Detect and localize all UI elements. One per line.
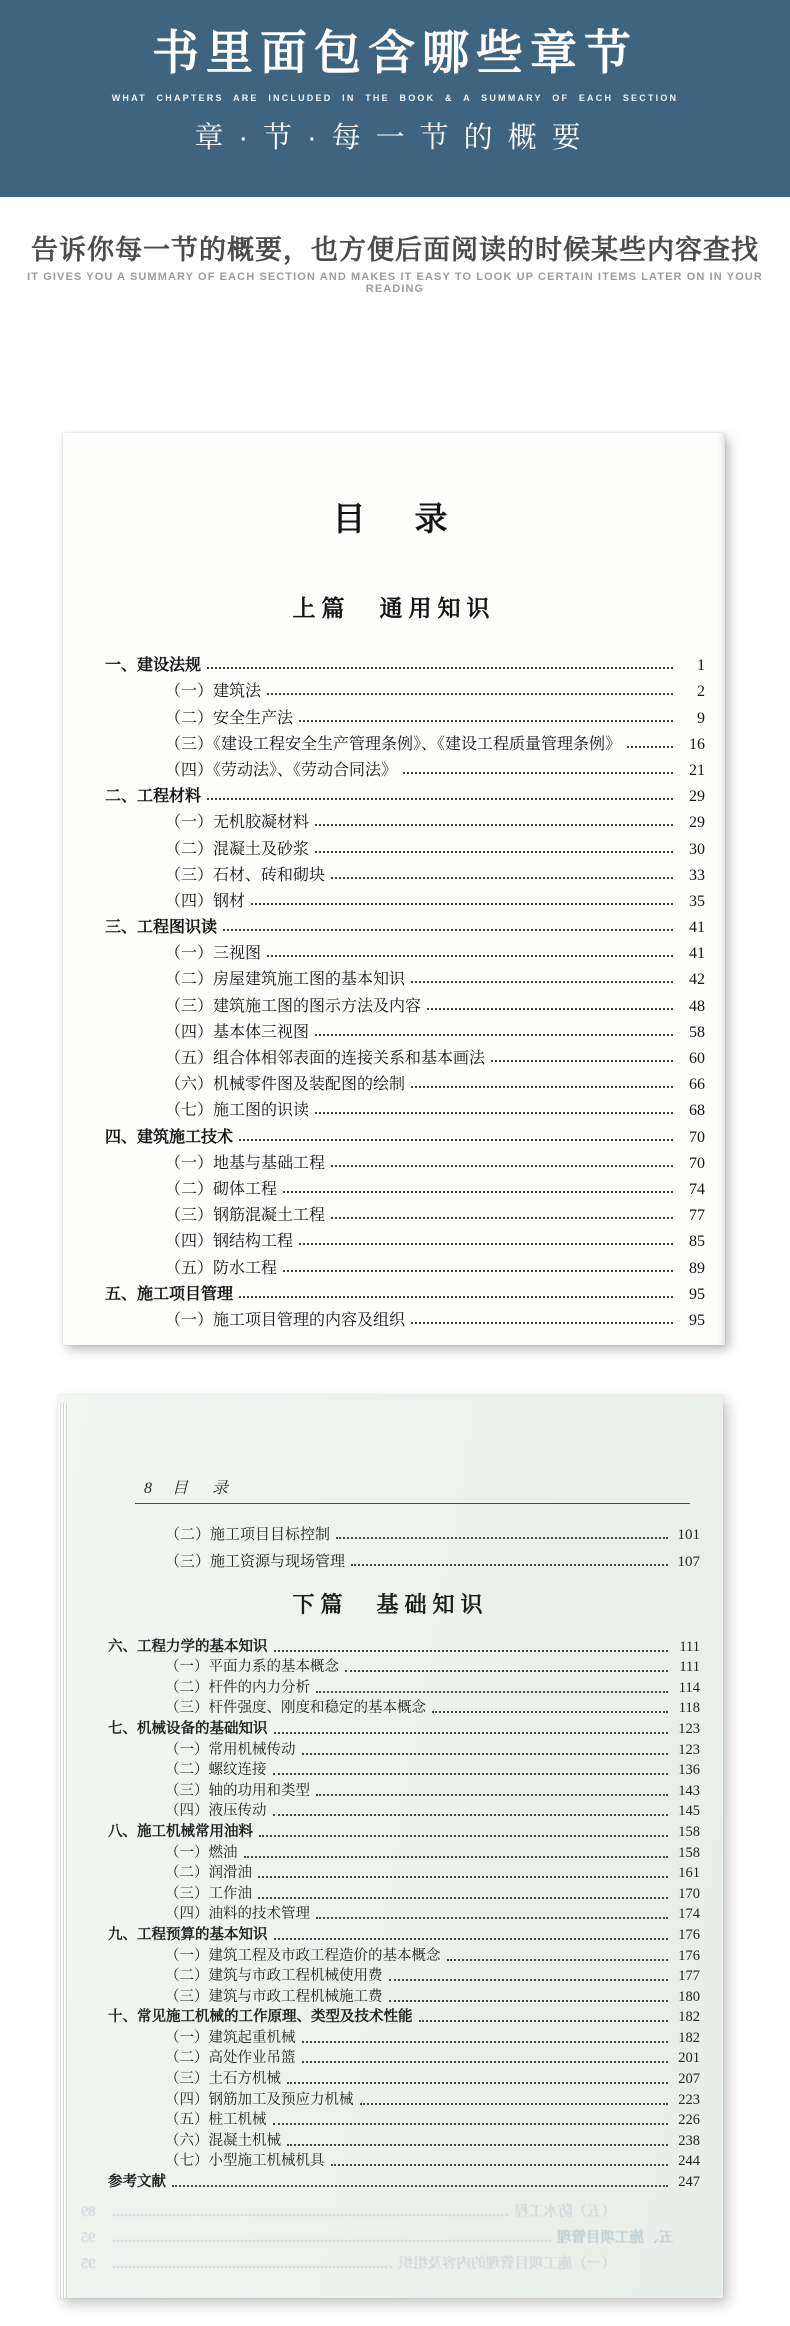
dot-leader (316, 1691, 668, 1693)
toc-entry-page: 161 (678, 1865, 700, 1882)
ghost-toc-entry (81, 2221, 673, 2247)
toc-entry-page: 48 (689, 997, 705, 1015)
toc-entry-label: （二）润滑油 (165, 1865, 252, 1882)
toc-entry-label: 三、工程图识读 (105, 919, 218, 937)
toc-entry-page: 85 (689, 1233, 705, 1251)
toc-entry-page: 176 (678, 1947, 700, 1964)
dot-leader (316, 1917, 668, 1919)
toc-entry-page: 226 (678, 2112, 700, 2129)
toc-entry-page: 35 (689, 892, 705, 910)
part1-heading: 上篇 通用知识 (292, 596, 496, 621)
toc-entry (105, 1016, 705, 1042)
dot-leader (207, 667, 673, 669)
toc-entry (105, 1225, 705, 1251)
toc-entry-page: 30 (689, 840, 705, 858)
dot-leader (251, 903, 673, 905)
toc-entry-page: 174 (678, 1906, 700, 1923)
toc-entry-page: 158 (678, 1844, 700, 1861)
dot-leader (389, 2000, 669, 2002)
toc-entry-page: 2 (697, 683, 705, 701)
toc-entry (105, 1068, 705, 1094)
toc-entry (108, 2170, 700, 2191)
toc-entry-label: 十、常见施工机械的工作原理、类型及技术性能 (108, 2009, 413, 2026)
toc-entry-label: （七）小型施工机械机具 (165, 2153, 325, 2170)
toc-entry-page: 143 (678, 1782, 700, 1799)
toc-page-2 (58, 1395, 723, 2298)
toc-entry-label: （一）常用机械传动 (165, 1741, 296, 1758)
page-header (144, 1475, 723, 1498)
ghost-entry-label: （一）施工项目管理的内容及组织 (398, 2256, 616, 2273)
dot-leader (274, 1938, 669, 1940)
dot-leader (389, 1979, 669, 1981)
toc-entry-page: 29 (689, 788, 705, 806)
banner-title: 书里面包含哪些章节 (152, 28, 638, 80)
dot-leader (239, 1296, 673, 1298)
toc-entry (108, 2150, 700, 2171)
toc-entry-label: （二）螺纹连接 (165, 1762, 267, 1779)
toc-entry-page: 21 (689, 761, 705, 779)
dot-leader (315, 1034, 673, 1036)
toc-entry-page: 95 (689, 1285, 705, 1303)
dot-leader (299, 720, 673, 722)
toc-entry-label: （二）安全生产法 (165, 709, 294, 727)
toc-entry (108, 1923, 700, 1944)
toc-entry (105, 806, 705, 832)
toc-entry (108, 1985, 700, 2006)
dot-leader (244, 1856, 669, 1858)
toc-entry (108, 1697, 700, 1718)
dot-leader (447, 1959, 669, 1961)
intro-line-cn: 告诉你每一节的概要，也方便后面阅读的时候某些内容查找 (31, 235, 759, 265)
toc-entry (105, 937, 705, 963)
toc-entry (105, 649, 705, 675)
dot-leader (360, 2103, 669, 2105)
toc-entry-page: 123 (678, 1720, 700, 1737)
ghost-entry-page: 95 (81, 2230, 96, 2247)
toc-entry-label: （三）钢筋混凝土工程 (165, 1207, 326, 1225)
dot-leader (274, 1650, 669, 1652)
dot-leader (345, 1670, 668, 1672)
toc-entry-page: 114 (678, 1679, 700, 1696)
dot-leader (259, 1835, 668, 1837)
dot-leader (331, 1217, 673, 1219)
toc-entry-label: （三）轴的功用和类型 (165, 1782, 310, 1799)
dot-leader (411, 1086, 673, 1088)
dot-leader (267, 693, 673, 695)
toc-entry-label: （一）建筑法 (165, 683, 262, 701)
toc-entry-label: （三）土石方机械 (165, 2071, 281, 2088)
toc-entry-label: （三）石材、砖和砌块 (165, 866, 326, 884)
toc-entry (108, 1517, 700, 1544)
toc-entry-label: （四）钢材 (165, 892, 246, 910)
toc-entry-page: 111 (679, 1638, 700, 1655)
toc-entry (108, 1676, 700, 1697)
toc-entry-label: 六、工程力学的基本知识 (108, 1638, 268, 1655)
dot-leader (331, 1165, 673, 1167)
toc-entry-label: （一）施工项目管理的内容及组织 (165, 1311, 406, 1329)
toc-entry-page: 89 (689, 1259, 705, 1277)
dot-leader (113, 2214, 509, 2216)
toc-entry-label: （五）组合体相邻表面的连接关系和基本画法 (165, 1050, 486, 1067)
dot-leader (223, 929, 673, 931)
toc-entry (105, 701, 705, 727)
toc-entry (108, 2129, 700, 2150)
toc-entry (108, 2026, 700, 2047)
toc-entry (105, 728, 705, 754)
dot-leader (432, 1711, 668, 1713)
toc-entry-page: 77 (689, 1207, 705, 1225)
toc-entry-label: 七、机械设备的基础知识 (108, 1720, 268, 1737)
toc-entry (105, 1278, 705, 1304)
toc-entry-page: 182 (678, 2009, 700, 2026)
dot-leader (283, 1191, 673, 1193)
dot-leader (258, 1876, 668, 1878)
toc-entry-page: 101 (677, 1527, 700, 1543)
toc-entry-page: 180 (678, 1988, 700, 2005)
toc-entry (108, 1635, 700, 1656)
toc-entry-label: （四）基本体三视图 (165, 1023, 310, 1041)
toc-entry (105, 1120, 705, 1146)
toc-list-carryover (58, 1517, 723, 1571)
toc-entry (105, 1251, 705, 1277)
ghost-entry-label: （五）防水工程 (514, 2204, 616, 2221)
toc-entry-label: 八、施工机械常用油料 (108, 1823, 253, 1840)
toc-entry-label: （三）工作油 (165, 1885, 252, 1902)
dot-leader (331, 2164, 669, 2166)
dot-leader (315, 824, 673, 826)
bleed-through-text (58, 2195, 723, 2273)
toc-entry-page: 95 (689, 1311, 705, 1329)
toc-entry-label: （二）房屋建筑施工图的基本知识 (165, 971, 406, 989)
toc-list-part2 (58, 1635, 723, 2191)
dot-leader (273, 1773, 669, 1775)
toc-entry (105, 754, 705, 780)
toc-entry (105, 911, 705, 937)
toc-entry-page: 247 (678, 2174, 700, 2191)
toc-entry (105, 1304, 705, 1330)
dot-leader (336, 1537, 668, 1539)
toc-entry (105, 1147, 705, 1173)
ghost-toc-entry (81, 2195, 673, 2221)
toc-title: 目 录 (332, 502, 456, 538)
toc-entry (108, 1882, 700, 1903)
toc-entry-page: 207 (678, 2071, 700, 2088)
running-title: 目 录 (172, 1480, 239, 1497)
dot-leader (267, 955, 673, 957)
toc-entry-page: 41 (689, 919, 705, 937)
toc-entry (108, 2006, 700, 2027)
toc-entry-label: （四）油料的技术管理 (165, 1906, 310, 1923)
toc-entry-page: 1 (697, 657, 705, 675)
toc-entry (108, 2067, 700, 2088)
toc-entry-label: （二）混凝土及砂浆 (165, 840, 310, 858)
toc-entry (108, 2109, 700, 2130)
toc-entry-label: （三）杆件强度、刚度和稳定的基本概念 (165, 1700, 426, 1717)
toc-entry (105, 1042, 705, 1068)
toc-entry (108, 2047, 700, 2068)
toc-entry-label: （二）砌体工程 (165, 1180, 278, 1198)
toc-entry-page: 111 (679, 1659, 700, 1676)
toc-entry-label: （五）桩工机械 (165, 2112, 267, 2129)
toc-entry-label: （一）建筑工程及市政工程造价的基本概念 (165, 1947, 441, 1964)
dot-leader (283, 1270, 673, 1272)
toc-entry-page: 58 (689, 1023, 705, 1041)
toc-entry-label: （一）地基与基础工程 (165, 1154, 326, 1172)
toc-entry (108, 2088, 700, 2109)
dot-leader (627, 746, 673, 748)
toc-entry (108, 1717, 700, 1738)
dot-leader (411, 1322, 673, 1324)
dot-leader (273, 1814, 669, 1816)
toc-entry (108, 1862, 700, 1883)
toc-entry-page: 223 (678, 2091, 700, 2108)
toc-entry-label: （五）防水工程 (165, 1259, 278, 1277)
toc-entry-label: （四）《劳动法》、《劳动合同法》 (165, 761, 398, 779)
dot-leader (315, 1112, 673, 1114)
dot-leader (351, 1564, 668, 1566)
toc-entry-page: 42 (689, 971, 705, 989)
toc-entry (105, 675, 705, 701)
dot-leader (172, 2185, 668, 2187)
toc-entry (108, 1944, 700, 1965)
toc-entry (108, 1841, 700, 1862)
toc-entry-page: 145 (678, 1803, 700, 1820)
toc-entry-label: （一）建筑起重机械 (165, 2029, 296, 2046)
toc-entry (105, 963, 705, 989)
toc-entry (105, 780, 705, 806)
toc-entry-page: 33 (689, 866, 705, 884)
toc-entry-page: 244 (678, 2153, 700, 2170)
banner-subtitle-cn: 章·节·每一节的概要 (194, 121, 596, 154)
toc-entry-label: 五、施工项目管理 (105, 1285, 234, 1303)
toc-entry (105, 859, 705, 885)
dot-leader (302, 2061, 669, 2063)
toc-entry-page: 60 (689, 1050, 705, 1067)
toc-entry-label: 参考文献 (108, 2174, 166, 2191)
toc-entry-page: 68 (689, 1102, 705, 1120)
toc-entry-page: 16 (689, 735, 705, 753)
toc-entry-label: 二、工程材料 (105, 788, 202, 806)
toc-entry-label: （一）三视图 (165, 945, 262, 963)
ghost-entry-page: 95 (81, 2256, 96, 2273)
ghost-entry-label: 五、施工项目管理 (557, 2230, 673, 2247)
toc-entry (108, 1965, 700, 1986)
toc-entry-label: （四）钢筋加工及预应力机械 (165, 2091, 354, 2108)
dot-leader (287, 2144, 668, 2146)
toc-entry-label: （二）高处作业吊篮 (165, 2050, 296, 2067)
toc-entry-page: 66 (689, 1076, 705, 1094)
toc-list-part1 (63, 649, 725, 1330)
toc-entry-label: （一）无机胶凝材料 (165, 814, 310, 832)
toc-entry-label: （三）《建设工程安全生产管理条例》、《建设工程质量管理条例》 (165, 735, 622, 753)
toc-entry (108, 1820, 700, 1841)
toc-entry (108, 1779, 700, 1800)
toc-entry (108, 1738, 700, 1759)
dot-leader (302, 2041, 669, 2043)
toc-entry-page: 176 (678, 1926, 700, 1943)
toc-entry-label: （二）杆件的内力分析 (165, 1679, 310, 1696)
part2-heading: 下篇 基础知识 (292, 1592, 489, 1617)
toc-entry-label: （一）平面力系的基本概念 (165, 1659, 339, 1676)
banner-subtitle-en: WHAT CHAPTERS ARE INCLUDED IN THE BOOK & A SUMMARY OF EACH SECTION (111, 92, 679, 103)
dot-leader (287, 2082, 668, 2084)
toc-entry-label: （三）建筑施工图的图示方法及内容 (165, 997, 422, 1015)
toc-entry-page: 29 (689, 814, 705, 832)
promo-banner (0, 0, 790, 197)
toc-entry-page: 170 (678, 1885, 700, 1902)
toc-entry (105, 832, 705, 858)
toc-entry-label: （四）液压传动 (165, 1803, 267, 1820)
toc-entry (108, 1544, 700, 1571)
dot-leader (315, 851, 673, 853)
toc-entry-label: （六）机械零件图及装配图的绘制 (165, 1076, 406, 1094)
toc-entry-label: 九、工程预算的基本知识 (108, 1926, 268, 1943)
dot-leader (239, 1139, 673, 1141)
toc-entry (105, 1173, 705, 1199)
toc-entry-label: （四）钢结构工程 (165, 1233, 294, 1251)
toc-entry (105, 885, 705, 911)
toc-entry-label: （六）混凝土机械 (165, 2132, 281, 2149)
toc-entry-page: 238 (678, 2132, 700, 2149)
toc-entry-page: 41 (689, 945, 705, 963)
toc-entry-label: （七）施工图的识读 (165, 1102, 310, 1120)
toc-entry (108, 1800, 700, 1821)
toc-entry-page: 70 (689, 1154, 705, 1172)
toc-entry-page: 123 (678, 1741, 700, 1758)
toc-entry-label: （二）建筑与市政工程机械使用费 (165, 1968, 383, 1985)
toc-entry-label: 四、建筑施工技术 (105, 1128, 234, 1146)
intro-line-en: IT GIVES YOU A SUMMARY OF EACH SECTION AND MAKES IT EASY TO LOOK UP CERTAIN ITEMS LATER ON IN YOUR READING (27, 271, 763, 295)
toc-entry-page: 74 (689, 1180, 705, 1198)
dot-leader (316, 1794, 668, 1796)
toc-entry (105, 989, 705, 1015)
dot-leader (331, 877, 673, 879)
toc-entry-page: 177 (678, 1968, 700, 1985)
toc-entry-label: （二）施工项目目标控制 (165, 1527, 331, 1543)
ghost-entry-page: 89 (81, 2204, 96, 2221)
toc-page-1 (63, 433, 725, 1345)
dot-leader (419, 2020, 669, 2022)
dot-leader (299, 1243, 673, 1245)
dot-leader (207, 798, 673, 800)
toc-entry-page: 136 (678, 1762, 700, 1779)
dot-leader (302, 1753, 669, 1755)
dot-leader (113, 2266, 393, 2268)
toc-entry-page: 201 (678, 2050, 700, 2067)
dot-leader (273, 2123, 669, 2125)
toc-entry-page: 9 (697, 709, 705, 727)
toc-entry (108, 1656, 700, 1677)
toc-entry-page: 182 (678, 2029, 700, 2046)
toc-entry (105, 1199, 705, 1225)
dot-leader (403, 772, 673, 774)
dot-leader (411, 981, 673, 983)
dot-leader (427, 1008, 673, 1010)
dot-leader (258, 1897, 668, 1899)
dot-leader (491, 1060, 673, 1062)
dot-leader (274, 1732, 669, 1734)
toc-entry-page: 70 (689, 1128, 705, 1146)
toc-entry-label: （一）燃油 (165, 1844, 238, 1861)
toc-entry-label: （三）施工资源与现场管理 (165, 1554, 346, 1570)
toc-entry (105, 1094, 705, 1120)
ghost-toc-entry (81, 2247, 673, 2273)
dot-leader (113, 2240, 551, 2242)
toc-entry-label: （三）建筑与市政工程机械施工费 (165, 1988, 383, 2005)
toc-entry-label: 一、建设法规 (105, 657, 202, 675)
toc-entry (108, 1903, 700, 1924)
toc-entry-page: 118 (678, 1700, 700, 1717)
toc-entry-page: 158 (678, 1823, 700, 1840)
toc-entry (108, 1759, 700, 1780)
toc-entry-page: 107 (677, 1554, 700, 1570)
header-rule (135, 1503, 690, 1504)
page-number: 8 (144, 1480, 152, 1497)
